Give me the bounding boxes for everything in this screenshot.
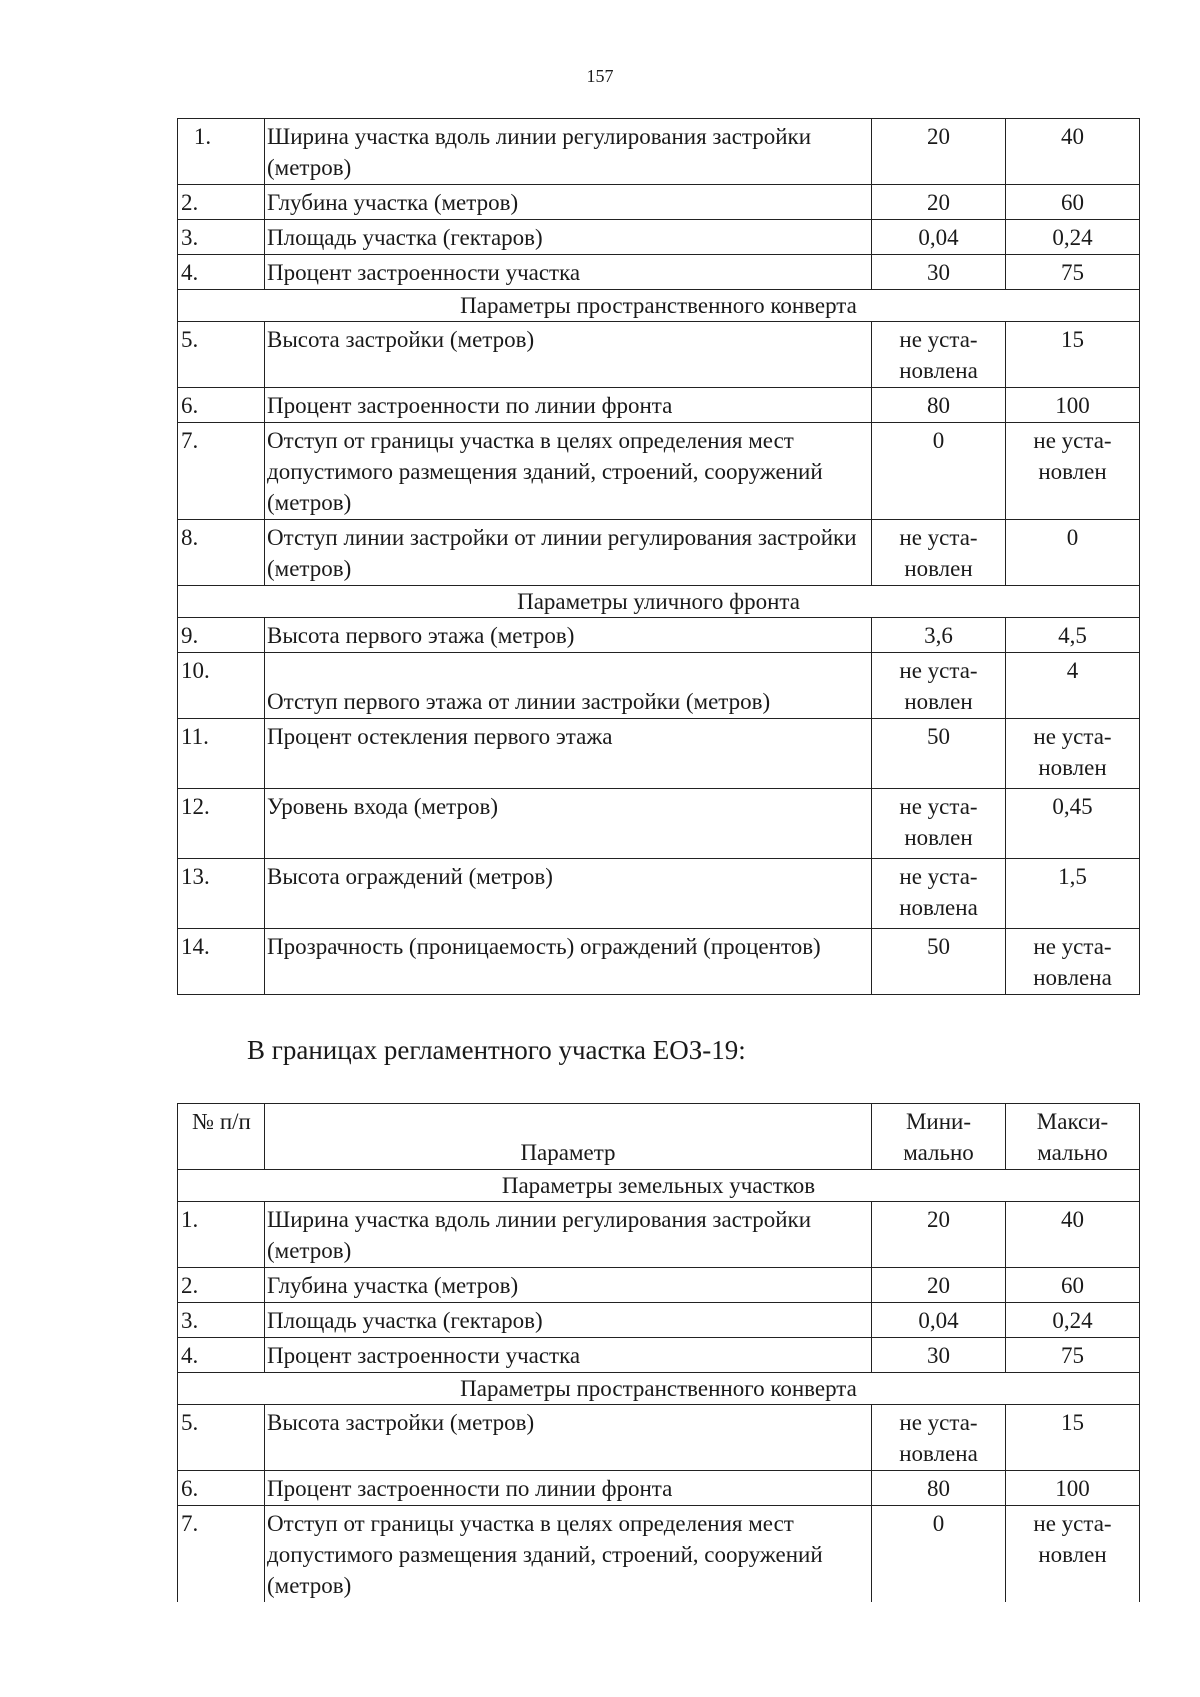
maximum-value: 0 (1006, 520, 1140, 586)
parameter-name: Процент застроенности участка (265, 255, 872, 290)
table-row (178, 423, 1140, 520)
header-maximum: Макси-мально (1006, 1104, 1140, 1170)
maximum-value: 1,5 (1006, 859, 1140, 929)
header-number: № п/п (178, 1104, 265, 1170)
row-number: 5. (178, 1405, 265, 1471)
minimum-value: 50 (872, 929, 1006, 995)
section-heading: Параметры уличного фронта (178, 586, 1140, 618)
section-row (178, 586, 1140, 618)
maximum-value: не уста-новлен (1006, 719, 1140, 789)
regulation-table-1 (177, 118, 1140, 995)
table-row (178, 1338, 1140, 1373)
table-row (178, 1506, 1140, 1603)
maximum-value: не уста-новлен (1006, 423, 1140, 520)
maximum-value: 100 (1006, 1471, 1140, 1506)
minimum-value: не уста-новлен (872, 789, 1006, 859)
table-row (178, 653, 1140, 719)
minimum-value: не уста-новлена (872, 322, 1006, 388)
parameter-name: Процент застроенности участка (265, 1338, 872, 1373)
row-number: 5. (178, 322, 265, 388)
row-number: 14. (178, 929, 265, 995)
row-number: 9. (178, 618, 265, 653)
table-row (178, 929, 1140, 995)
parameter-name: Ширина участка вдоль линии регулирования застройки (метров) (265, 119, 872, 185)
table-row (178, 322, 1140, 388)
maximum-value: 40 (1006, 1202, 1140, 1268)
minimum-value: 20 (872, 119, 1006, 185)
section-heading: Параметры земельных участков (178, 1170, 1140, 1202)
maximum-value: 4 (1006, 653, 1140, 719)
table-row (178, 789, 1140, 859)
minimum-value: 20 (872, 185, 1006, 220)
table-row (178, 859, 1140, 929)
parameter-name: Отступ линии застройки от линии регулирования застройки (метров) (265, 520, 872, 586)
row-number: 4. (178, 1338, 265, 1373)
parameter-name: Высота застройки (метров) (265, 322, 872, 388)
minimum-value: не уста-новлен (872, 653, 1006, 719)
minimum-value: 20 (872, 1202, 1006, 1268)
maximum-value: 60 (1006, 1268, 1140, 1303)
row-number: 6. (178, 1471, 265, 1506)
header-row (178, 1104, 1140, 1170)
maximum-value: 0,45 (1006, 789, 1140, 859)
table-caption: В границах регламентного участка ЕОЗ-19: (247, 1035, 746, 1065)
section-row (178, 1170, 1140, 1202)
row-number: 11. (178, 719, 265, 789)
maximum-value: 60 (1006, 185, 1140, 220)
parameter-name: Глубина участка (метров) (265, 185, 872, 220)
row-number: 12. (178, 789, 265, 859)
row-number: 1. (178, 119, 265, 185)
parameter-name: Высота застройки (метров) (265, 1405, 872, 1471)
table-row (178, 1303, 1140, 1338)
parameter-name: Отступ первого этажа от линии застройки (метров) (265, 653, 872, 719)
row-number: 6. (178, 388, 265, 423)
table-row (178, 1202, 1140, 1268)
section-heading: Параметры пространственного конверта (178, 290, 1140, 322)
minimum-value: 0,04 (872, 220, 1006, 255)
parameter-name: Процент остекления первого этажа (265, 719, 872, 789)
maximum-value: 40 (1006, 119, 1140, 185)
table-row (178, 119, 1140, 185)
table-row (178, 388, 1140, 423)
parameter-name: Отступ от границы участка в целях определения мест допустимого размещения зданий, строений, сооружений (метров) (265, 423, 872, 520)
maximum-value: 75 (1006, 1338, 1140, 1373)
minimum-value: 20 (872, 1268, 1006, 1303)
row-number: 1. (178, 1202, 265, 1268)
table-row (178, 520, 1140, 586)
parameter-name: Прозрачность (проницаемость) ограждений (процентов) (265, 929, 872, 995)
parameter-name: Ширина участка вдоль линии регулирования застройки (метров) (265, 1202, 872, 1268)
minimum-value: 80 (872, 1471, 1006, 1506)
table-row (178, 1268, 1140, 1303)
row-number: 2. (178, 185, 265, 220)
table-row (178, 255, 1140, 290)
row-number: 3. (178, 220, 265, 255)
maximum-value: 0,24 (1006, 1303, 1140, 1338)
table-row (178, 220, 1140, 255)
maximum-value: не уста-новлена (1006, 929, 1140, 995)
minimum-value: 0 (872, 423, 1006, 520)
row-number: 8. (178, 520, 265, 586)
minimum-value: 30 (872, 1338, 1006, 1373)
parameter-name: Высота первого этажа (метров) (265, 618, 872, 653)
minimum-value: не уста-новлена (872, 1405, 1006, 1471)
parameter-name: Уровень входа (метров) (265, 789, 872, 859)
minimum-value: 0 (872, 1506, 1006, 1603)
row-number: 7. (178, 1506, 265, 1603)
section-row (178, 1373, 1140, 1405)
maximum-value: 75 (1006, 255, 1140, 290)
table-row (178, 1405, 1140, 1471)
table-row (178, 185, 1140, 220)
maximum-value: 4,5 (1006, 618, 1140, 653)
minimum-value: 30 (872, 255, 1006, 290)
table-row (178, 1471, 1140, 1506)
minimum-value: 80 (872, 388, 1006, 423)
table-row (178, 719, 1140, 789)
minimum-value: 50 (872, 719, 1006, 789)
row-number: 7. (178, 423, 265, 520)
section-row (178, 290, 1140, 322)
maximum-value: 100 (1006, 388, 1140, 423)
row-number: 2. (178, 1268, 265, 1303)
maximum-value: 0,24 (1006, 220, 1140, 255)
maximum-value: 15 (1006, 1405, 1140, 1471)
parameter-name: Площадь участка (гектаров) (265, 220, 872, 255)
row-number: 3. (178, 1303, 265, 1338)
minimum-value: 3,6 (872, 618, 1006, 653)
maximum-value: 15 (1006, 322, 1140, 388)
section-heading: Параметры пространственного конверта (178, 1373, 1140, 1405)
row-number: 4. (178, 255, 265, 290)
minimum-value: 0,04 (872, 1303, 1006, 1338)
parameter-name: Глубина участка (метров) (265, 1268, 872, 1303)
parameter-name: Отступ от границы участка в целях определения мест допустимого размещения зданий, строений, сооружений (метров) (265, 1506, 872, 1603)
regulation-table-2 (177, 1103, 1140, 1602)
row-number: 10. (178, 653, 265, 719)
table-row (178, 618, 1140, 653)
page-number: 157 (586, 66, 614, 86)
header-minimum: Мини-мально (872, 1104, 1006, 1170)
header-parameter: Параметр (265, 1104, 872, 1170)
row-number: 13. (178, 859, 265, 929)
parameter-name: Процент застроенности по линии фронта (265, 1471, 872, 1506)
parameter-name: Процент застроенности по линии фронта (265, 388, 872, 423)
parameter-name: Высота ограждений (метров) (265, 859, 872, 929)
minimum-value: не уста-новлен (872, 520, 1006, 586)
parameter-name: Площадь участка (гектаров) (265, 1303, 872, 1338)
minimum-value: не уста-новлена (872, 859, 1006, 929)
maximum-value: не уста-новлен (1006, 1506, 1140, 1603)
